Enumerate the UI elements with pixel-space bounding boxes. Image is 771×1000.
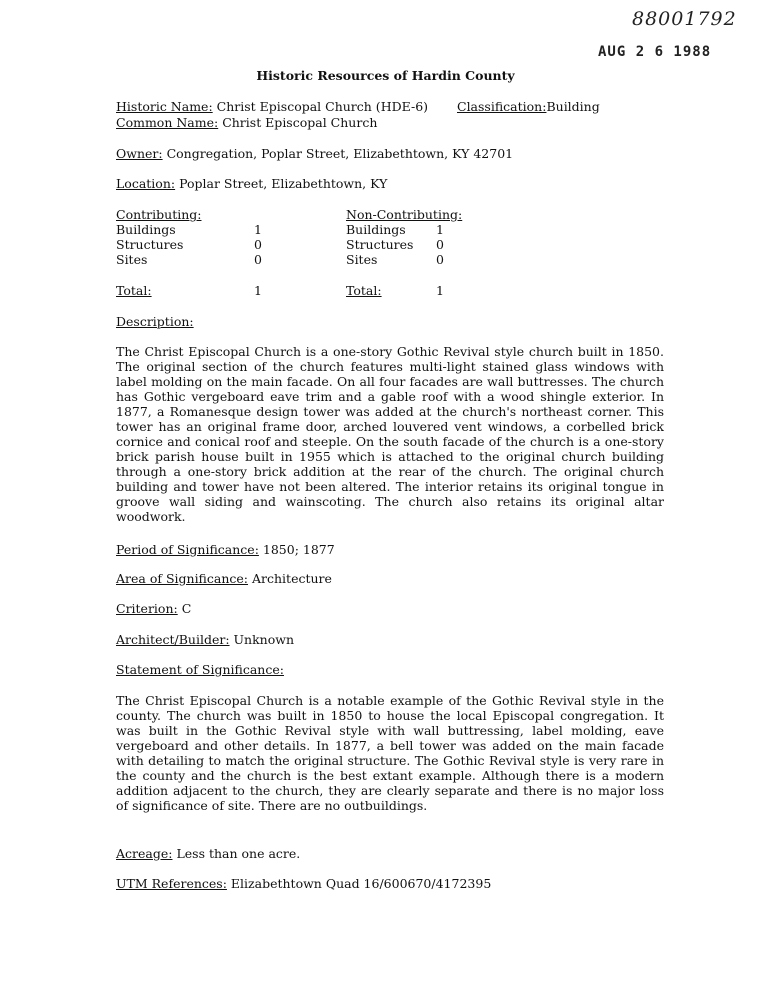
period-label: Period of Significance:	[116, 542, 259, 557]
contributing-header: Contributing:	[116, 207, 202, 222]
architect-line	[116, 632, 294, 647]
noncontributing-structures-count: 0	[436, 237, 444, 252]
common-name-line	[116, 115, 377, 130]
contributing-structures-count: 0	[254, 237, 262, 252]
date-received-stamp: AUG 2 6 1988	[598, 44, 712, 60]
noncontributing-total-count: 1	[436, 283, 444, 298]
area-value: Architecture	[252, 571, 332, 586]
noncontributing-structures-label: Structures	[346, 237, 414, 252]
noncontributing-buildings-count: 1	[436, 222, 444, 237]
common-name-value: Christ Episcopal Church	[222, 115, 378, 130]
contributing-sites-count: 0	[254, 252, 262, 267]
criterion-value: C	[181, 601, 192, 616]
historic-name-line	[116, 99, 428, 114]
owner-label: Owner:	[116, 146, 163, 161]
owner-value: Congregation, Poplar Street, Elizabethtown, KY 42701	[166, 146, 514, 161]
common-name-label: Common Name:	[116, 115, 219, 130]
noncontributing-header: Non-Contributing:	[346, 207, 463, 222]
location-line	[116, 176, 387, 191]
criterion-line	[116, 601, 191, 616]
utm-references-line	[116, 876, 491, 891]
contributing-buildings-count: 1	[254, 222, 262, 237]
historic-name-value: Christ Episcopal Church (HDE-6)	[216, 99, 429, 114]
contributing-structures-label: Structures	[116, 237, 184, 252]
noncontributing-buildings-label: Buildings	[346, 222, 406, 237]
historic-name-label: Historic Name:	[116, 99, 213, 114]
period-of-significance-line	[116, 542, 335, 557]
contributing-buildings-label: Buildings	[116, 222, 176, 237]
acreage-label: Acreage:	[116, 846, 173, 861]
document-title: Historic Resources of Hardin County	[256, 68, 515, 83]
acreage-line	[116, 846, 300, 861]
description-heading: Description:	[116, 314, 194, 329]
classification-value: Building	[546, 99, 600, 114]
contributing-total-label: Total:	[116, 283, 152, 298]
architect-value: Unknown	[233, 632, 295, 647]
noncontributing-sites-label: Sites	[346, 252, 378, 267]
handwritten-reference-number: 88001792	[632, 8, 737, 30]
classification-line	[457, 99, 600, 114]
utm-value: Elizabethtown Quad 16/600670/4172395	[230, 876, 492, 891]
location-label: Location:	[116, 176, 176, 191]
area-label: Area of Significance:	[116, 571, 249, 586]
contributing-sites-label: Sites	[116, 252, 148, 267]
classification-label: Classification:	[457, 99, 547, 114]
contributing-total-count: 1	[254, 283, 262, 298]
architect-label: Architect/Builder:	[116, 632, 230, 647]
owner-line	[116, 146, 513, 161]
noncontributing-sites-count: 0	[436, 252, 444, 267]
noncontributing-total-label: Total:	[346, 283, 382, 298]
statement-paragraph: The Christ Episcopal Church is a notable example of the Gothic Revival style in the county. The church was built in 1850 to house the local Episcopal congregation. It was built in the Gothic Revival style with wall buttressing, label molding, eave vergeboard and other details. In 1877, a bell tower was added on the main facade with detailing to match the original structure. The Gothic Revival style is very rare in the county and the church is the best extant example. Although there is a modern addition adjacent to the church, they are clearly separate and there is no major loss of significance of site. There are no outbuildings.	[116, 693, 664, 813]
period-value: 1850; 1877	[262, 542, 335, 557]
statement-heading: Statement of Significance:	[116, 662, 284, 677]
utm-label: UTM References:	[116, 876, 227, 891]
description-paragraph: The Christ Episcopal Church is a one-story Gothic Revival style church built in 1850. The original section of the church features multi-light stained glass windows with label molding on the main facade. On all four facades are wall buttresses. The church has Gothic vergeboard eave trim and a gable roof with a wood shingle exterior. In 1877, a Romanesque design tower was added at the church's northeast corner. This tower has an original frame door, arched louvered vent windows, a corbelled brick cornice and conical roof and steeple. On the south facade of the church is a one-story brick parish house built in 1955 which is attached to the original church building through a one-story brick addition at the rear of the church. The original church building and tower have not been altered. The interior retains its original tongue in groove wall siding and wainscoting. The church also retains its original altar woodwork.	[116, 344, 664, 524]
area-of-significance-line	[116, 571, 332, 586]
acreage-value: Less than one acre.	[176, 846, 301, 861]
location-value: Poplar Street, Elizabethtown, KY	[179, 176, 388, 191]
criterion-label: Criterion:	[116, 601, 178, 616]
